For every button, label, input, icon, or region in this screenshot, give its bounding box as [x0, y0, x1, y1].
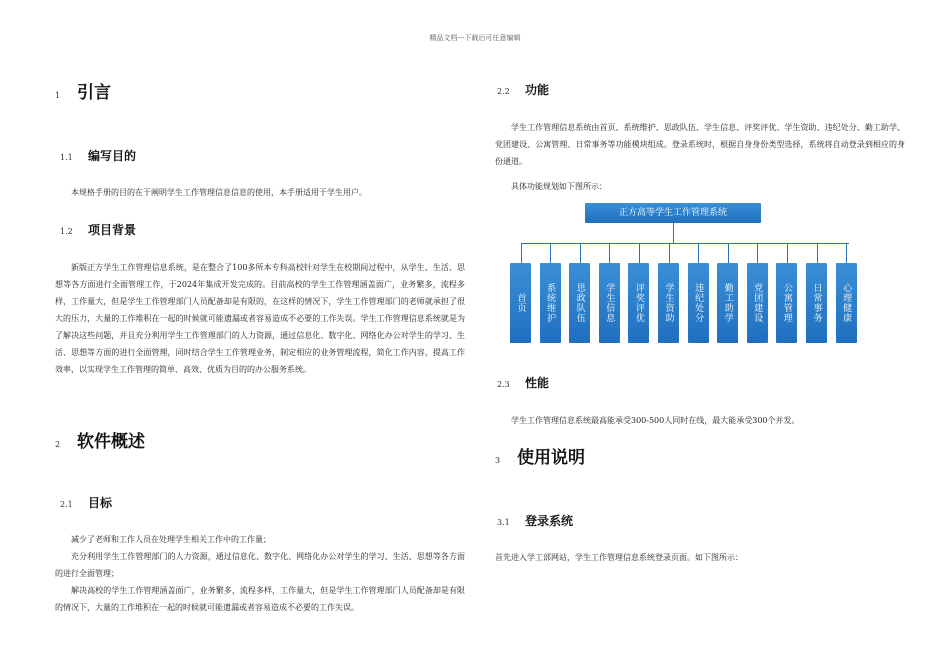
- diagram-connector: [521, 243, 522, 263]
- heading-number: 3: [495, 456, 501, 465]
- heading-text: 性能: [525, 376, 550, 390]
- login-paragraph: 首先进入学工部网站，学生工作管理信息系统登录页面。如下图所示：: [495, 553, 743, 562]
- background-paragraph: 新版正方学生工作管理信息系统，是在整合了100多所本专科高校针对学生在校期间过程中，从学生、生活、思想等各方面进行全面管理工作，于2024年集成开发完成的。目前高校的学生工作管理涵盖面广，业务繁多，流程多样，工作量大，但是学生工作管理部门人员配备却是有限的，在这样的情况下，学生工作管理部门的老师就承担了很大的压力，大量的工作堆积在一起的时候就可能遗漏或者容易造成不必要的工作失误。学生工作管理信息系统就是为了解决这些问题，并且充分利用学生工作管理部门的人力资源，通过信息化、数字化、网络化办公对学生的学习、生活、思想等方面的进行全面管理，同时结合学生工作管理业务，制定相应的业务管理流程，简化工作内容，提高工作效率，以实现学生工作管理的简单、高效、优质为目的的办公服务系统。: [55, 263, 465, 374]
- heading-number: 1.1: [60, 153, 73, 162]
- header-note: 精品文档---下载后可任意编辑: [429, 34, 521, 42]
- diagram-connector: [639, 243, 640, 263]
- heading-text: 引言: [77, 83, 111, 103]
- diagram-connector: [580, 243, 581, 263]
- heading-login: [497, 512, 573, 529]
- diagram-connector: [698, 243, 699, 263]
- goal-item: 充分利用学生工作管理部门的人力资源，通过信息化、数字化、网络化办公对学生的学习、生活、思想等各方面的进行全面管理；: [55, 552, 465, 578]
- diagram-node: 思政队伍: [569, 263, 590, 343]
- diagram-connector: [550, 243, 551, 263]
- heading-text: 软件概述: [77, 432, 145, 452]
- heading-text: 功能: [525, 83, 550, 97]
- heading-number: 1: [55, 91, 61, 100]
- diagram-connector: [521, 243, 849, 244]
- diagram-node: 系统维护: [540, 263, 561, 343]
- heading-number: 2.2: [497, 87, 510, 96]
- heading-background: [60, 221, 136, 238]
- diagram-node: 勤工助学: [717, 263, 738, 343]
- function-diagram: [510, 203, 860, 353]
- heading-number: 2.3: [497, 380, 510, 389]
- diagram-connector: [673, 223, 674, 243]
- diagram-node: 公寓管理: [776, 263, 797, 343]
- diagram-node: 评奖评优: [628, 263, 649, 343]
- diagram-node: 日常事务: [806, 263, 827, 343]
- heading-introduction: [55, 78, 111, 103]
- diagram-connector: [787, 243, 788, 263]
- diagram-connector: [609, 243, 610, 263]
- heading-text: 编写目的: [88, 149, 137, 163]
- heading-number: 3.1: [497, 518, 510, 527]
- heading-purpose: [60, 147, 136, 164]
- diagram-connector: [757, 243, 758, 263]
- heading-number: 2.1: [60, 500, 73, 509]
- diagram-node: 学生信息: [599, 263, 620, 343]
- diagram-node: 党团建设: [747, 263, 768, 343]
- diagram-node: 首页: [510, 263, 531, 343]
- diagram-node: 违纪处分: [688, 263, 709, 343]
- heading-software-overview: [55, 427, 145, 452]
- diagram-node: 学生资助: [658, 263, 679, 343]
- heading-goals: [60, 494, 112, 511]
- goal-item: 解决高校的学生工作管理涵盖面广，业务繁多，流程多样，工作量大，但是学生工作管理部门人员配备却是有限的情况下，大量的工作堆积在一起的时候就可能遗漏或者容易造成不必要的工作失误。: [55, 586, 465, 612]
- diagram-node: 心理健康: [836, 263, 857, 343]
- performance-paragraph: 学生工作管理信息系统最高能承受300-500人同时在线，最大能承受300个并发。: [511, 416, 800, 425]
- functions-caption: 具体功能规划如下图所示：: [511, 182, 607, 191]
- diagram-root-node: 正方高等学生工作管理系统: [585, 203, 761, 223]
- heading-text: 项目背景: [88, 223, 137, 237]
- goals-paragraphs: [55, 531, 465, 616]
- heading-usage: [495, 443, 585, 468]
- heading-text: 目标: [88, 496, 113, 510]
- heading-text: 登录系统: [525, 514, 574, 528]
- diagram-connector: [728, 243, 729, 263]
- heading-number: 2: [55, 440, 61, 449]
- heading-text: 使用说明: [517, 448, 585, 468]
- goal-item: 减少了老师和工作人员在处理学生相关工作中的工作量；: [71, 535, 271, 544]
- diagram-connector: [846, 243, 847, 263]
- diagram-connector: [817, 243, 818, 263]
- heading-performance: [497, 374, 549, 391]
- heading-functions: [497, 81, 549, 98]
- purpose-paragraph: 本规格手册的目的在于阐明学生工作管理信息信息的使用，本手册适用于学生用户。: [71, 188, 367, 197]
- heading-number: 1.2: [60, 227, 73, 236]
- functions-paragraph: 学生工作管理信息系统由首页、系统维护、思政队伍、学生信息、评奖评优、学生资助、违纪处分、勤工助学、党团建设、公寓管理、日常事务等功能模块组成。登录系统时，根据自身身份类型选择，系统将自动登录到相应的身份通道。: [495, 123, 905, 166]
- diagram-connector: [669, 243, 670, 263]
